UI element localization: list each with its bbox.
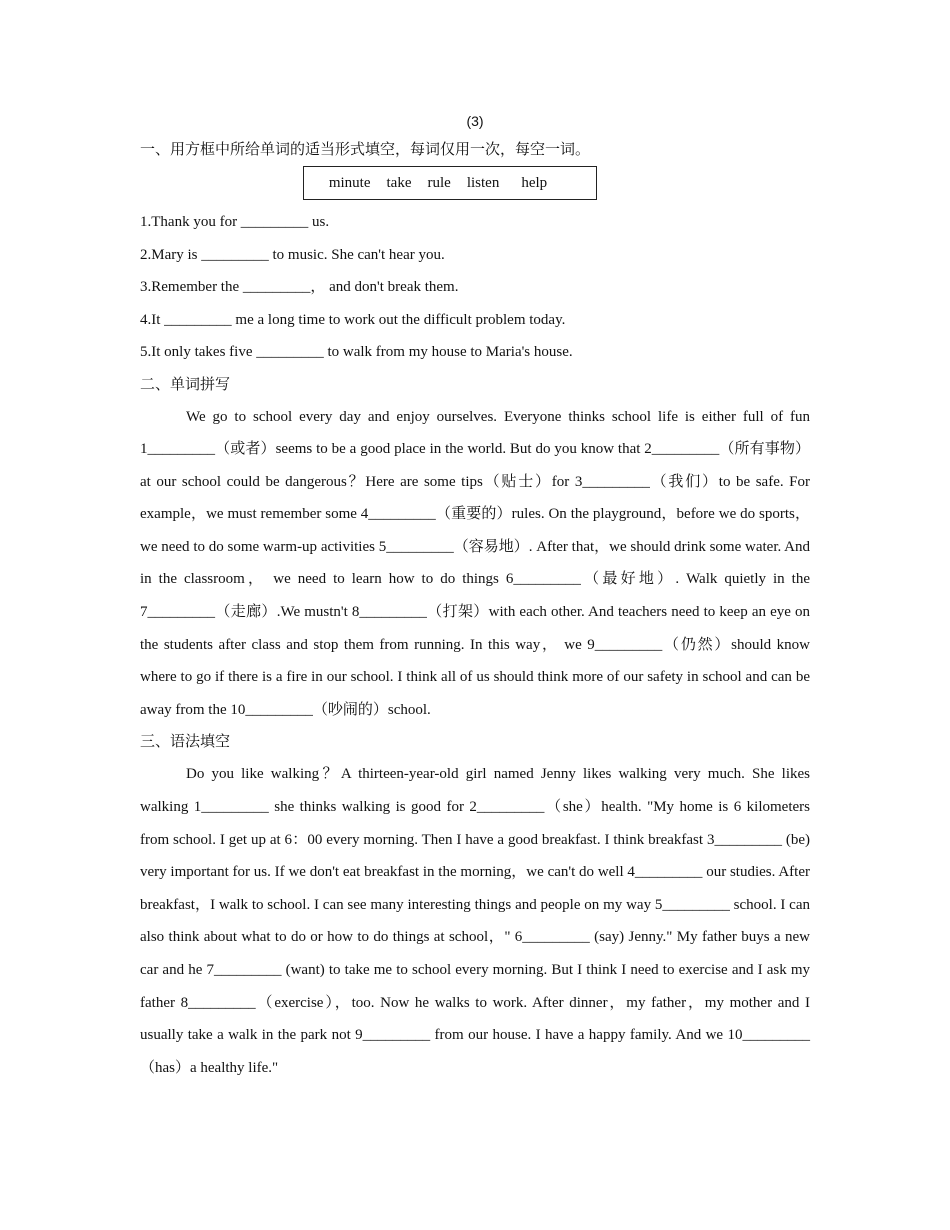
word-box-word: listen <box>466 174 500 191</box>
word-box-word: minute <box>328 174 371 191</box>
section1-item-5: 5.It only takes five _________ to walk from my house to Maria's house. <box>140 344 573 360</box>
section1-item-1: 1.Thank you for _________ us. <box>140 214 330 230</box>
section1-item-3: 3.Remember the _________， and don't break them. <box>140 279 459 295</box>
word-box-word: help <box>521 174 548 191</box>
section1-heading: 一、用方框中所给单词的适当形式填空，每词仅用一次，每空一词。 <box>140 142 591 158</box>
word-box-word: take <box>386 174 412 191</box>
section3-passage <box>140 758 810 1084</box>
word-box <box>303 166 597 200</box>
section1-item-4: 4.It _________ me a long time to work out the difficult problem today. <box>140 311 566 328</box>
section2-heading: 二、单词拼写 <box>140 376 231 393</box>
section2-passage-text: We go to school every day and enjoy ourselves. Everyone thinks school life is either full of fun 1_________（或者）seems to be a good place in the world. But do you know that 2_________（所有事物）at our school could be dangerous？Here are some tips（贴士）for 3_________（我们）to be safe. For example，we must remember some 4_________（重要的）rules. On the playground，before we do sports，we need to do some warm-up activities 5_________（容易地）. After that，we should drink some water. And in the classroom， we need to learn how to do things 6_________（最好地）. Walk quietly in the 7_________（走廊）.We mustn't 8_________（打架）with each other. And teachers need to keep an eye on the students after class and stop them from running. In this way， we 9_________（仍然）should know where to go if there is a fire in our school. I think all of us should think more of our safety in school and can be away from the 10_________（吵闹的）school. <box>140 408 810 718</box>
word-box-word: rule <box>427 174 451 191</box>
section3-heading: 三、语法填空 <box>140 734 231 751</box>
section3-passage-text: Do you like walking？A thirteen-year-old girl named Jenny likes walking very much. She likes walking 1_________ she thinks walking is good for 2_________（she）health. "My home is 6 kilometers from school. I get up at 6：00 every morning. Then I have a good breakfast. I think breakfast 3_________ (be) very important for us. If we don't eat breakfast in the morning，we can't do well 4_________ our studies. After breakfast，I walk to school. I can see many interesting things and people on my way 5_________ school. I can also think about what to do or how to do things at school，" 6_________ (say) Jenny." My father buys a new car and he 7_________ (want) to take me to school every morning. But I think I need to exercise and I ask my father 8_________（exercise），too. Now he walks to work. After dinner，my father，my mother and I usually take a walk in the park not 9_________ from our house. I have a happy family. And we 10_________（has）a healthy life." <box>140 766 810 1076</box>
worksheet-page <box>140 108 810 1084</box>
page-number: (3) <box>466 113 484 129</box>
section2-passage <box>140 401 810 727</box>
section1-item-2: 2.Mary is _________ to music. She can't hear you. <box>140 246 445 263</box>
word-box-wrapper <box>140 166 810 206</box>
